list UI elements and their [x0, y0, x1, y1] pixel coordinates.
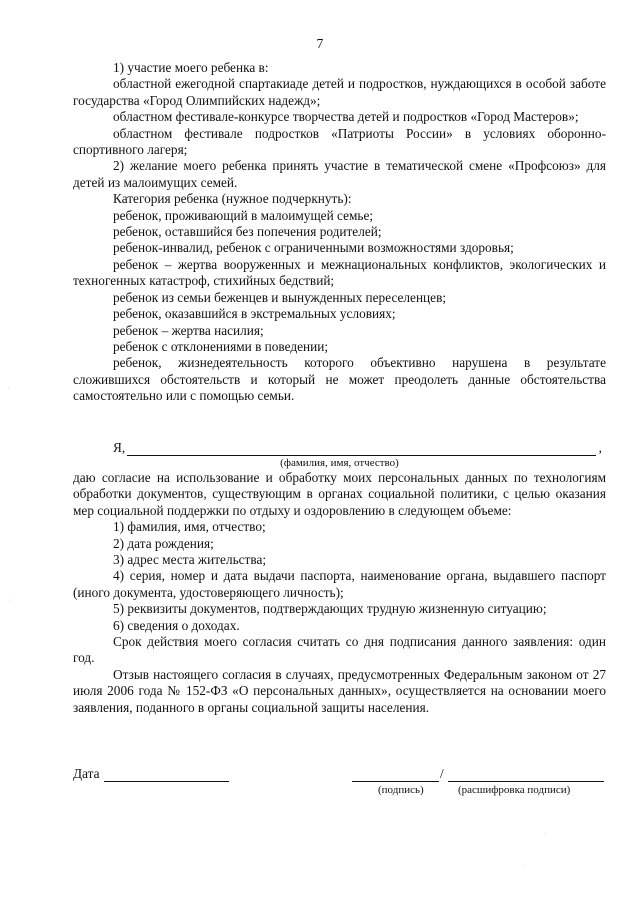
paragraph: областном фестивале-конкурсе творчества детей и подростков «Город Мастеров»;: [113, 109, 579, 125]
paragraph: 1) фамилия, имя, отчество;: [113, 519, 266, 535]
paragraph: 2) дата рождения;: [113, 535, 214, 551]
decoding-caption: (расшифровка подписи): [458, 784, 571, 796]
paragraph: Категория ребенка (нужное подчеркнуть):: [113, 191, 352, 207]
paragraph: ребенок, жизнедеятельность которого объективно нарушена в результате сложившихся обстоятельств и который не может преодолеть данные обстоятельства самостоятельно или с помощью семьи.: [73, 355, 606, 404]
paragraph: 5) реквизиты документов, подтверждающих трудную жизненную ситуацию;: [113, 601, 547, 617]
fio-caption: (фамилия, имя, отчество): [280, 457, 399, 469]
paragraph: ребенок из семьи беженцев и вынужденных переселенцев;: [113, 289, 447, 305]
fio-blank[interactable]: [127, 455, 596, 456]
paragraph: ребенок – жертва вооруженных и межнациональных конфликтов, экологических и техногенных катастроф, стихийных бедствий;: [73, 256, 606, 289]
scan-speck: ·: [9, 598, 11, 604]
fio-line: [73, 440, 606, 457]
consent-body: [73, 470, 606, 716]
paragraph: ребенок – жертва насилия;: [113, 322, 264, 338]
date-label: Дата: [73, 766, 100, 781]
paragraph: 3) адрес места жительства;: [113, 552, 267, 568]
paragraph: 1) участие моего ребенка в:: [113, 60, 269, 75]
consent-prefix: Я,: [113, 440, 126, 455]
signature-caption: (подпись): [378, 784, 424, 796]
paragraph: 2) желание моего ребенка принять участие в тематической смене «Профсоюз» для детей из малоимущих семей.: [73, 158, 606, 190]
application-body: [73, 60, 606, 405]
paragraph: ребенок с отклонениями в поведении;: [113, 338, 329, 354]
signature-decoding-blank[interactable]: [448, 781, 604, 782]
scan-speck: ·: [544, 832, 546, 838]
paragraph: даю согласие на использование и обработку моих персональных данных по технологиям обработки документов, существующим в органах социальной политики, с целью оказания мер социальной поддержки по отдыху и оздоровлению в следующем объеме:: [73, 470, 606, 518]
consent-comma: ,: [598, 440, 602, 455]
paragraph: ребенок, оказавшийся в экстремальных условиях;: [113, 306, 396, 322]
paragraph: областной ежегодной спартакиаде детей и подростков, нуждающихся в особой заботе государства «Город Олимпийских надежд»;: [73, 76, 606, 108]
date-blank[interactable]: [104, 781, 229, 782]
paragraph: 6) сведения о доходах.: [113, 617, 240, 633]
paragraph: ребенок-инвалид, ребенок с ограниченными возможностями здоровья;: [113, 240, 514, 256]
paragraph: Срок действия моего согласия считать со дня подписания данного заявления: один год.: [73, 634, 606, 666]
paragraph: ребенок, оставшийся без попечения родителей;: [113, 224, 382, 240]
scan-speck: ·: [8, 386, 10, 392]
paragraph: 4) серия, номер и дата выдачи паспорта, наименование органа, выдавшего паспорт (иного документа, удостоверяющего личность);: [73, 568, 606, 600]
scan-speck: ·: [522, 864, 524, 870]
signature-slash: /: [440, 766, 444, 781]
paragraph: областном фестивале подростков «Патриоты России» в условиях оборонно-спортивного лагеря;: [73, 125, 606, 158]
page-number: 7: [316, 36, 324, 51]
signature-blank[interactable]: [352, 781, 439, 782]
paragraph: Отзыв настоящего согласия в случаях, предусмотренных Федеральным законом от 27 июля 2006 года № 152-ФЗ «О персональных данных», осуществляется на основании моего заявления, поданного в органы социальной защиты населения.: [73, 666, 606, 715]
paragraph: ребенок, проживающий в малоимущей семье;: [113, 207, 374, 223]
